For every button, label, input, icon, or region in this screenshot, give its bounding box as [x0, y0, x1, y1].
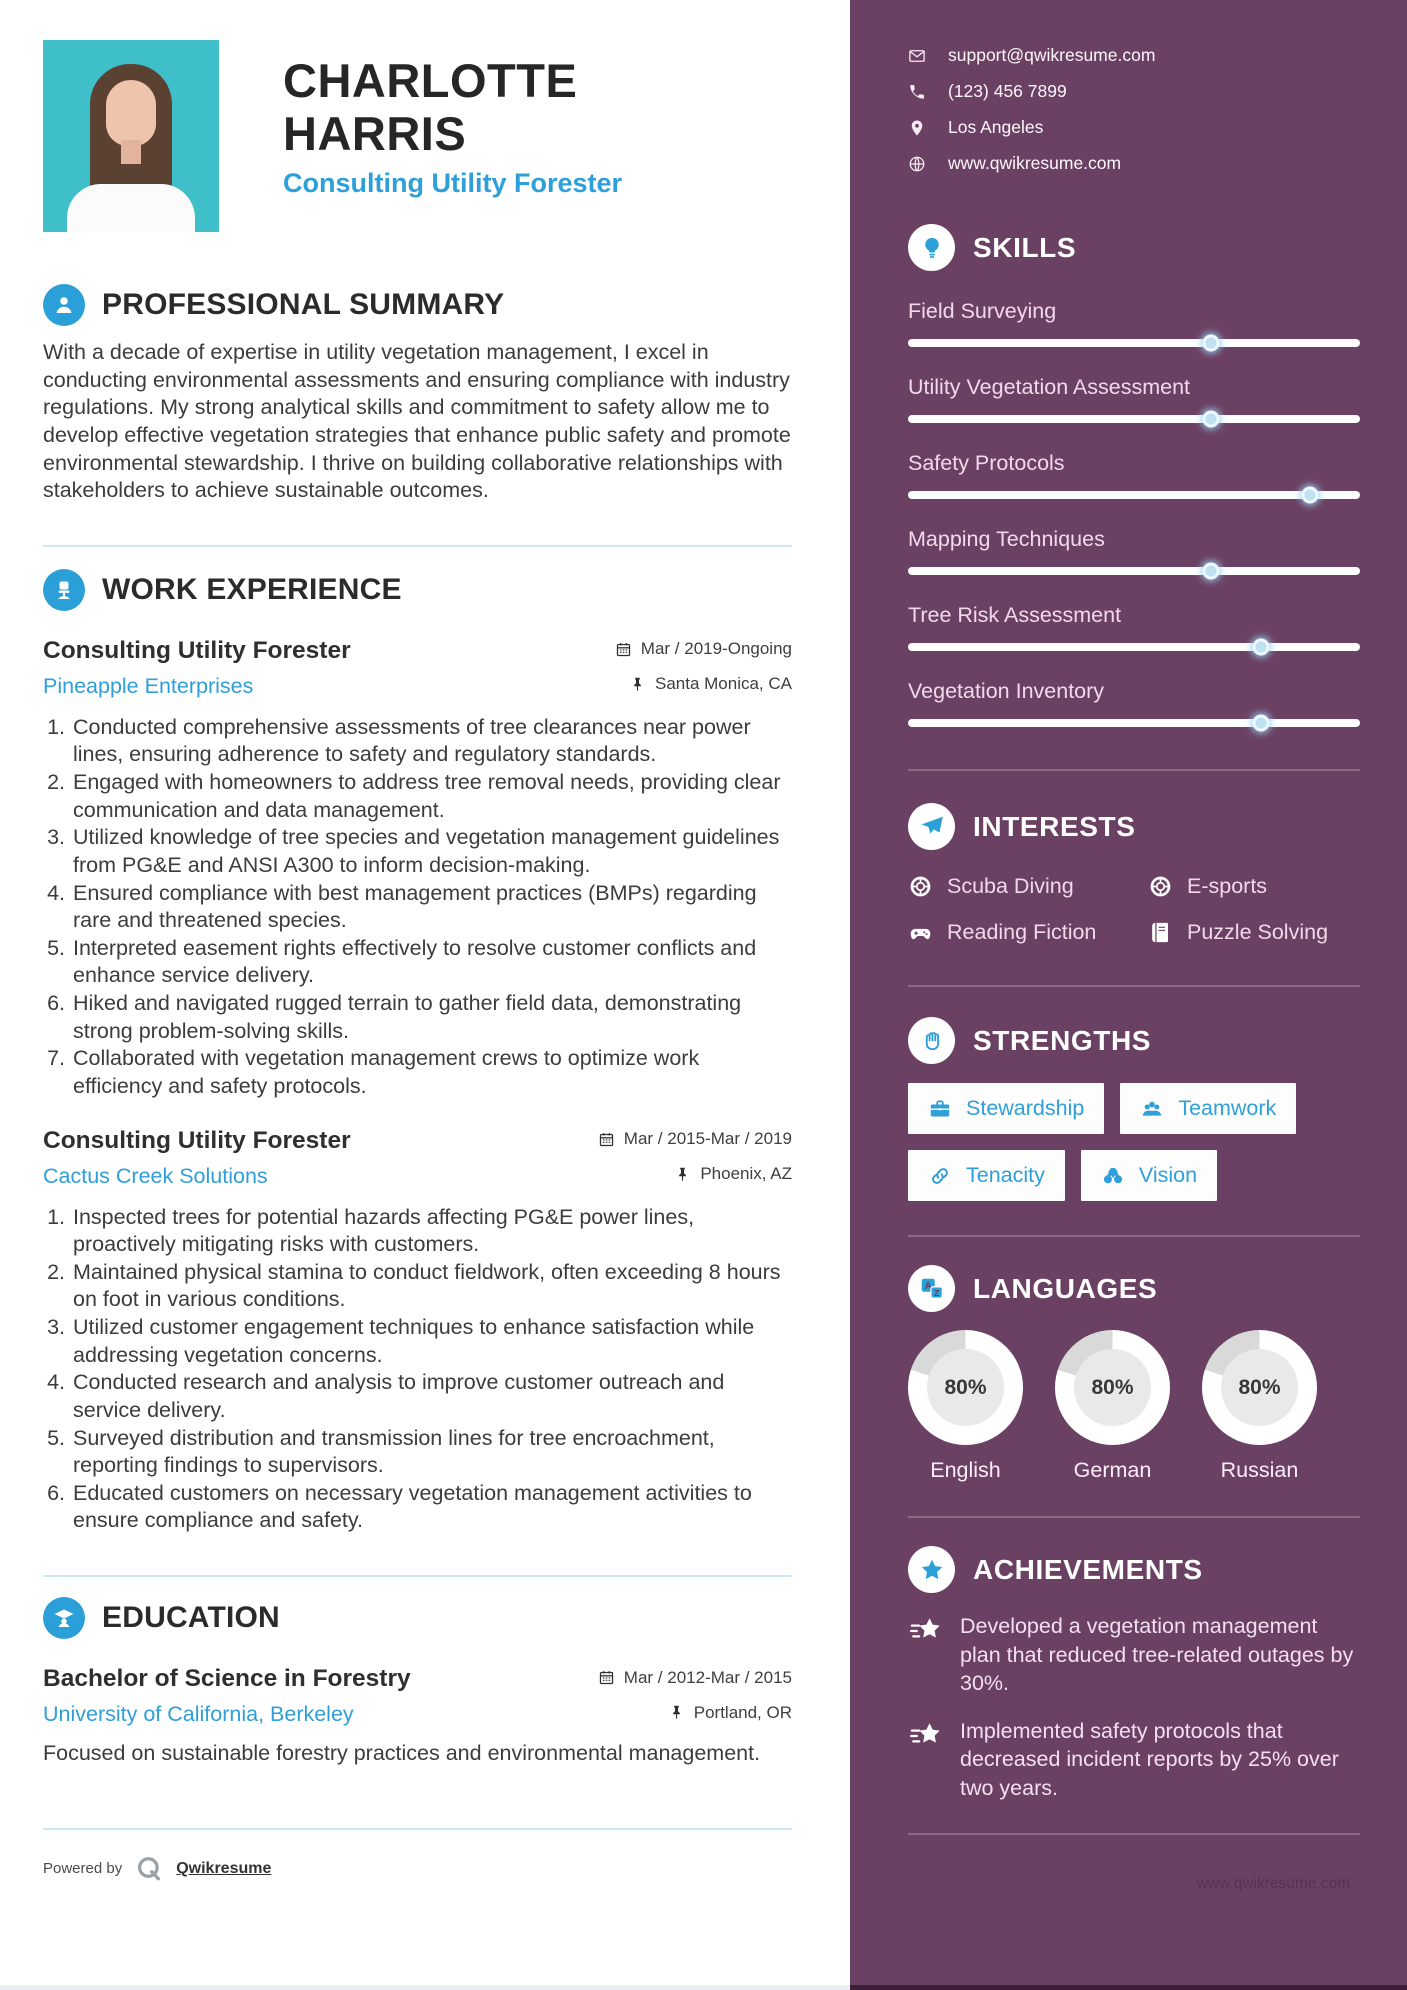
interest-item	[1148, 920, 1360, 945]
fist-icon	[908, 1017, 955, 1064]
skill-label: Tree Risk Assessment	[908, 603, 1122, 627]
skill-slider	[908, 719, 1360, 727]
skill-row	[908, 375, 1360, 423]
interest-item	[908, 920, 1148, 945]
paper-plane-icon	[908, 803, 955, 850]
language-percent: 80%	[1074, 1349, 1151, 1426]
bottom-strip-left	[0, 1985, 850, 1990]
section-education	[43, 1597, 792, 1768]
language-progress-ring	[1202, 1330, 1317, 1445]
interest-label: Scuba Diving	[947, 874, 1074, 898]
achievements-heading-row	[908, 1546, 1360, 1593]
slider-knob	[1202, 335, 1219, 352]
pushpin-icon	[668, 1704, 685, 1721]
language-item	[1055, 1330, 1170, 1483]
interests-heading: INTERESTS	[973, 810, 1136, 842]
bullet: 3. Utilized knowledge of tree species and vegetation management guidelines from PG&E and ANSI A300 to inform decision-making.	[71, 824, 792, 879]
slider-knob	[1252, 715, 1269, 732]
skill-slider	[908, 415, 1360, 423]
job1-bullet-list	[43, 714, 792, 1101]
calendar-icon	[615, 641, 632, 658]
contact-website-text: www.qwikresume.com	[948, 153, 1122, 173]
skill-label: Mapping Techniques	[908, 527, 1105, 551]
interest-label: Puzzle Solving	[1187, 920, 1329, 944]
degree: Bachelor of Science in Forestry	[43, 1665, 411, 1692]
job1-location-text: Santa Monica, CA	[654, 674, 792, 694]
photo-neck-shape	[121, 140, 141, 164]
slider-knob	[1302, 487, 1319, 504]
strengths-heading: STRENGTHS	[973, 1024, 1152, 1056]
strength-badge	[908, 1150, 1065, 1201]
summary-heading-row	[43, 284, 792, 326]
work-heading-row	[43, 569, 792, 611]
education-location-text: Portland, OR	[693, 1702, 792, 1722]
skill-row	[908, 679, 1360, 727]
skill-slider	[908, 339, 1360, 347]
sidebar	[850, 0, 1407, 1990]
strength-badge	[908, 1083, 1104, 1134]
interests-grid	[908, 874, 1360, 945]
job1-location	[629, 674, 792, 694]
interest-item	[1148, 874, 1360, 899]
name-line1: CHARLOTTE	[283, 54, 578, 107]
office-chair-icon	[43, 569, 85, 611]
bullet: 6. Educated customers on necessary vegetation management activities to ensure compliance and safety.	[71, 1480, 792, 1535]
bullet: 1. Conducted comprehensive assessments of tree clearances near power lines, ensuring adherence to safety and regulatory standards.	[71, 714, 792, 769]
job1-title: Consulting Utility Forester	[43, 636, 351, 664]
interest-label: E-sports	[1187, 874, 1268, 898]
languages-row	[908, 1330, 1360, 1483]
job1-date-text: Mar / 2019-Ongoing	[640, 639, 792, 659]
job2-title: Consulting Utility Forester	[43, 1126, 351, 1154]
bullet: 4. Conducted research and analysis to improve customer outreach and service delivery.	[71, 1369, 792, 1424]
map-pin-icon	[908, 119, 926, 137]
bullet: 4. Ensured compliance with best management practices (BMPs) regarding rare and threatened species.	[71, 880, 792, 935]
qwikresume-link[interactable]: Qwikresume	[176, 1859, 272, 1877]
contact-location	[908, 117, 1360, 138]
job-entry-2	[43, 1127, 792, 1536]
translate-icon	[908, 1265, 955, 1312]
job-entry-1	[43, 637, 792, 1101]
skill-row	[908, 299, 1360, 347]
summary-text: With a decade of expertise in utility vegetation management, I excel in conducting environmental assessments and ensuring compliance with industry regulations. My strong analytical skills and commitment to safety allow me to develop effective vegetation strategies that enhance public safety and promote environmental stewardship. I thrive on building collaborative relationships with stakeholders to achieve sustainable outcomes.	[43, 340, 791, 503]
divider	[908, 1516, 1360, 1518]
name-block	[283, 54, 622, 232]
contact-location-text: Los Angeles	[948, 117, 1044, 137]
job1-title-row	[43, 637, 792, 665]
shooting-star-icon	[908, 1614, 944, 1648]
section-strengths	[908, 1017, 1360, 1201]
lightbulb-icon	[908, 224, 955, 271]
language-percent: 80%	[927, 1349, 1004, 1426]
education-heading: EDUCATION	[102, 1601, 280, 1634]
job2-date	[598, 1129, 792, 1149]
slider-knob	[1202, 411, 1219, 428]
gamepad-icon	[908, 920, 933, 945]
education-description: Focused on sustainable forestry practices and environmental management.	[43, 1741, 761, 1765]
divider	[908, 1833, 1360, 1835]
name-line2: HARRIS	[283, 107, 467, 161]
pushpin-icon	[674, 1166, 691, 1183]
language-progress-ring	[908, 1330, 1023, 1445]
achievement-text: Implemented safety protocols that decreased incident reports by 25% over two years.	[960, 1718, 1339, 1800]
education-school-row	[43, 1693, 792, 1727]
work-heading: WORK EXPERIENCE	[102, 572, 402, 606]
education-title-row	[43, 1665, 792, 1693]
contact-phone-text: (123) 456 7899	[948, 81, 1067, 101]
users-icon	[1140, 1097, 1164, 1121]
job2-date-text: Mar / 2015-Mar / 2019	[623, 1129, 792, 1148]
divider	[908, 985, 1360, 987]
skill-slider	[908, 491, 1360, 499]
candidate-title: Consulting Utility Forester	[283, 168, 623, 199]
powered-by-label: Powered by	[43, 1860, 123, 1878]
skill-label: Vegetation Inventory	[908, 679, 1105, 703]
education-location	[668, 1703, 792, 1723]
skills-heading: SKILLS	[973, 231, 1077, 263]
interests-heading-row	[908, 803, 1360, 850]
skill-row	[908, 527, 1360, 575]
strength-badge	[1120, 1083, 1296, 1134]
bullet: 2. Engaged with homeowners to address tree removal needs, providing clear communication and data management.	[71, 769, 792, 824]
job1-date	[615, 639, 792, 659]
footer-powered-by	[43, 1854, 792, 1884]
achievement-item	[908, 1612, 1360, 1698]
language-item	[1202, 1330, 1317, 1483]
book-icon	[1148, 920, 1173, 945]
bottom-strip-right	[850, 1985, 1407, 1990]
strength-label: Tenacity	[966, 1163, 1045, 1187]
photo-face-shape	[106, 80, 156, 146]
achievements-heading: ACHIEVEMENTS	[973, 1553, 1203, 1585]
strength-label: Vision	[1138, 1163, 1198, 1187]
section-professional-summary	[43, 284, 792, 505]
job2-bullet-list	[43, 1204, 792, 1536]
education-date	[598, 1668, 792, 1688]
photo-shirt-shape	[67, 184, 195, 232]
graduate-icon	[43, 1597, 85, 1639]
qwikresume-logo-icon	[134, 1854, 164, 1884]
section-skills	[908, 224, 1360, 727]
job1-company: Pineapple Enterprises	[43, 673, 254, 698]
school: University of California, Berkeley	[43, 1702, 354, 1726]
bullet: 3. Utilized customer engagement techniques to enhance satisfaction while addressing vegetation concerns.	[71, 1314, 792, 1369]
section-work-experience	[43, 569, 792, 1535]
life-ring-icon	[908, 874, 933, 899]
interest-label: Reading Fiction	[947, 920, 1097, 944]
profile-photo	[43, 40, 219, 232]
sidebar-footer-website[interactable]: www.qwikresume.com	[1196, 1874, 1350, 1892]
job2-location	[674, 1164, 792, 1184]
skill-row	[908, 603, 1360, 651]
pushpin-icon	[629, 676, 646, 693]
strength-badge	[1081, 1150, 1217, 1201]
section-achievements	[908, 1546, 1360, 1803]
education-heading-row	[43, 1597, 792, 1639]
briefcase-icon	[928, 1097, 952, 1121]
strengths-grid	[908, 1083, 1328, 1201]
candidate-name	[283, 54, 622, 160]
calendar-icon	[598, 1669, 615, 1686]
skill-slider	[908, 567, 1360, 575]
bullet: 1. Inspected trees for potential hazards affecting PG&E power lines, proactively mitigating risks with customers.	[71, 1204, 792, 1259]
contact-email	[908, 45, 1360, 66]
language-label: German	[1073, 1458, 1152, 1482]
job2-title-row	[43, 1127, 792, 1155]
bullet: 2. Maintained physical stamina to conduct fieldwork, often exceeding 8 hours on foot in various conditions.	[71, 1259, 792, 1314]
language-item	[908, 1330, 1023, 1483]
bullet: 5. Surveyed distribution and transmission lines for tree encroachment, reporting findings to supervisors.	[71, 1425, 792, 1480]
shooting-star-icon	[908, 1719, 944, 1753]
strength-label: Stewardship	[966, 1096, 1085, 1120]
chain-link-icon	[928, 1164, 952, 1188]
achievement-item	[908, 1717, 1360, 1803]
education-entry	[43, 1665, 792, 1768]
strength-label: Teamwork	[1178, 1096, 1277, 1120]
bullet: 5. Interpreted easement rights effectively to resolve customer conflicts and enhance service delivery.	[71, 935, 792, 990]
section-interests	[908, 803, 1360, 945]
skill-slider	[908, 643, 1360, 651]
skill-label: Field Surveying	[908, 299, 1057, 323]
contact-email-text: support@qwikresume.com	[948, 45, 1156, 65]
life-ring-icon	[1148, 874, 1173, 899]
globe-icon	[908, 155, 926, 173]
skill-label: Safety Protocols	[908, 451, 1065, 475]
divider	[908, 769, 1360, 771]
language-progress-ring	[1055, 1330, 1170, 1445]
strengths-heading-row	[908, 1017, 1360, 1064]
achievement-text: Developed a vegetation management plan that reduced tree-related outages by 30%.	[960, 1614, 1354, 1696]
bullet: 6. Hiked and navigated rugged terrain to gather field data, demonstrating strong problem-solving skills.	[71, 990, 792, 1045]
divider	[43, 545, 792, 547]
language-label: English	[930, 1458, 1001, 1482]
contact-block	[908, 45, 1360, 174]
job2-location-text: Phoenix, AZ	[700, 1164, 792, 1183]
skills-heading-row	[908, 224, 1360, 271]
divider	[43, 1575, 792, 1577]
slider-knob	[1252, 639, 1269, 656]
skill-label: Utility Vegetation Assessment	[908, 375, 1191, 399]
calendar-icon	[598, 1131, 615, 1148]
interest-item	[908, 874, 1148, 899]
divider	[908, 1235, 1360, 1237]
contact-phone	[908, 81, 1360, 102]
languages-heading-row	[908, 1265, 1360, 1312]
bullet: 7. Collaborated with vegetation management crews to optimize work efficiency and safety protocols.	[71, 1045, 792, 1100]
identity-header	[43, 40, 792, 232]
star-icon	[908, 1546, 955, 1593]
contact-website	[908, 153, 1360, 174]
summary-heading: PROFESSIONAL SUMMARY	[102, 288, 505, 321]
job1-company-row	[43, 665, 792, 699]
phone-icon	[908, 83, 926, 101]
slider-knob	[1202, 563, 1219, 580]
envelope-icon	[908, 47, 926, 65]
job2-company: Cactus Creek Solutions	[43, 1163, 268, 1188]
person-icon	[43, 284, 85, 326]
language-label: Russian	[1220, 1458, 1299, 1482]
section-languages	[908, 1265, 1360, 1483]
language-percent: 80%	[1221, 1349, 1298, 1426]
languages-heading: LANGUAGES	[973, 1272, 1158, 1304]
divider	[43, 1828, 792, 1830]
job2-company-row	[43, 1155, 792, 1189]
education-date-text: Mar / 2012-Mar / 2015	[623, 1667, 792, 1687]
binoculars-icon	[1101, 1164, 1125, 1188]
skill-row	[908, 451, 1360, 499]
